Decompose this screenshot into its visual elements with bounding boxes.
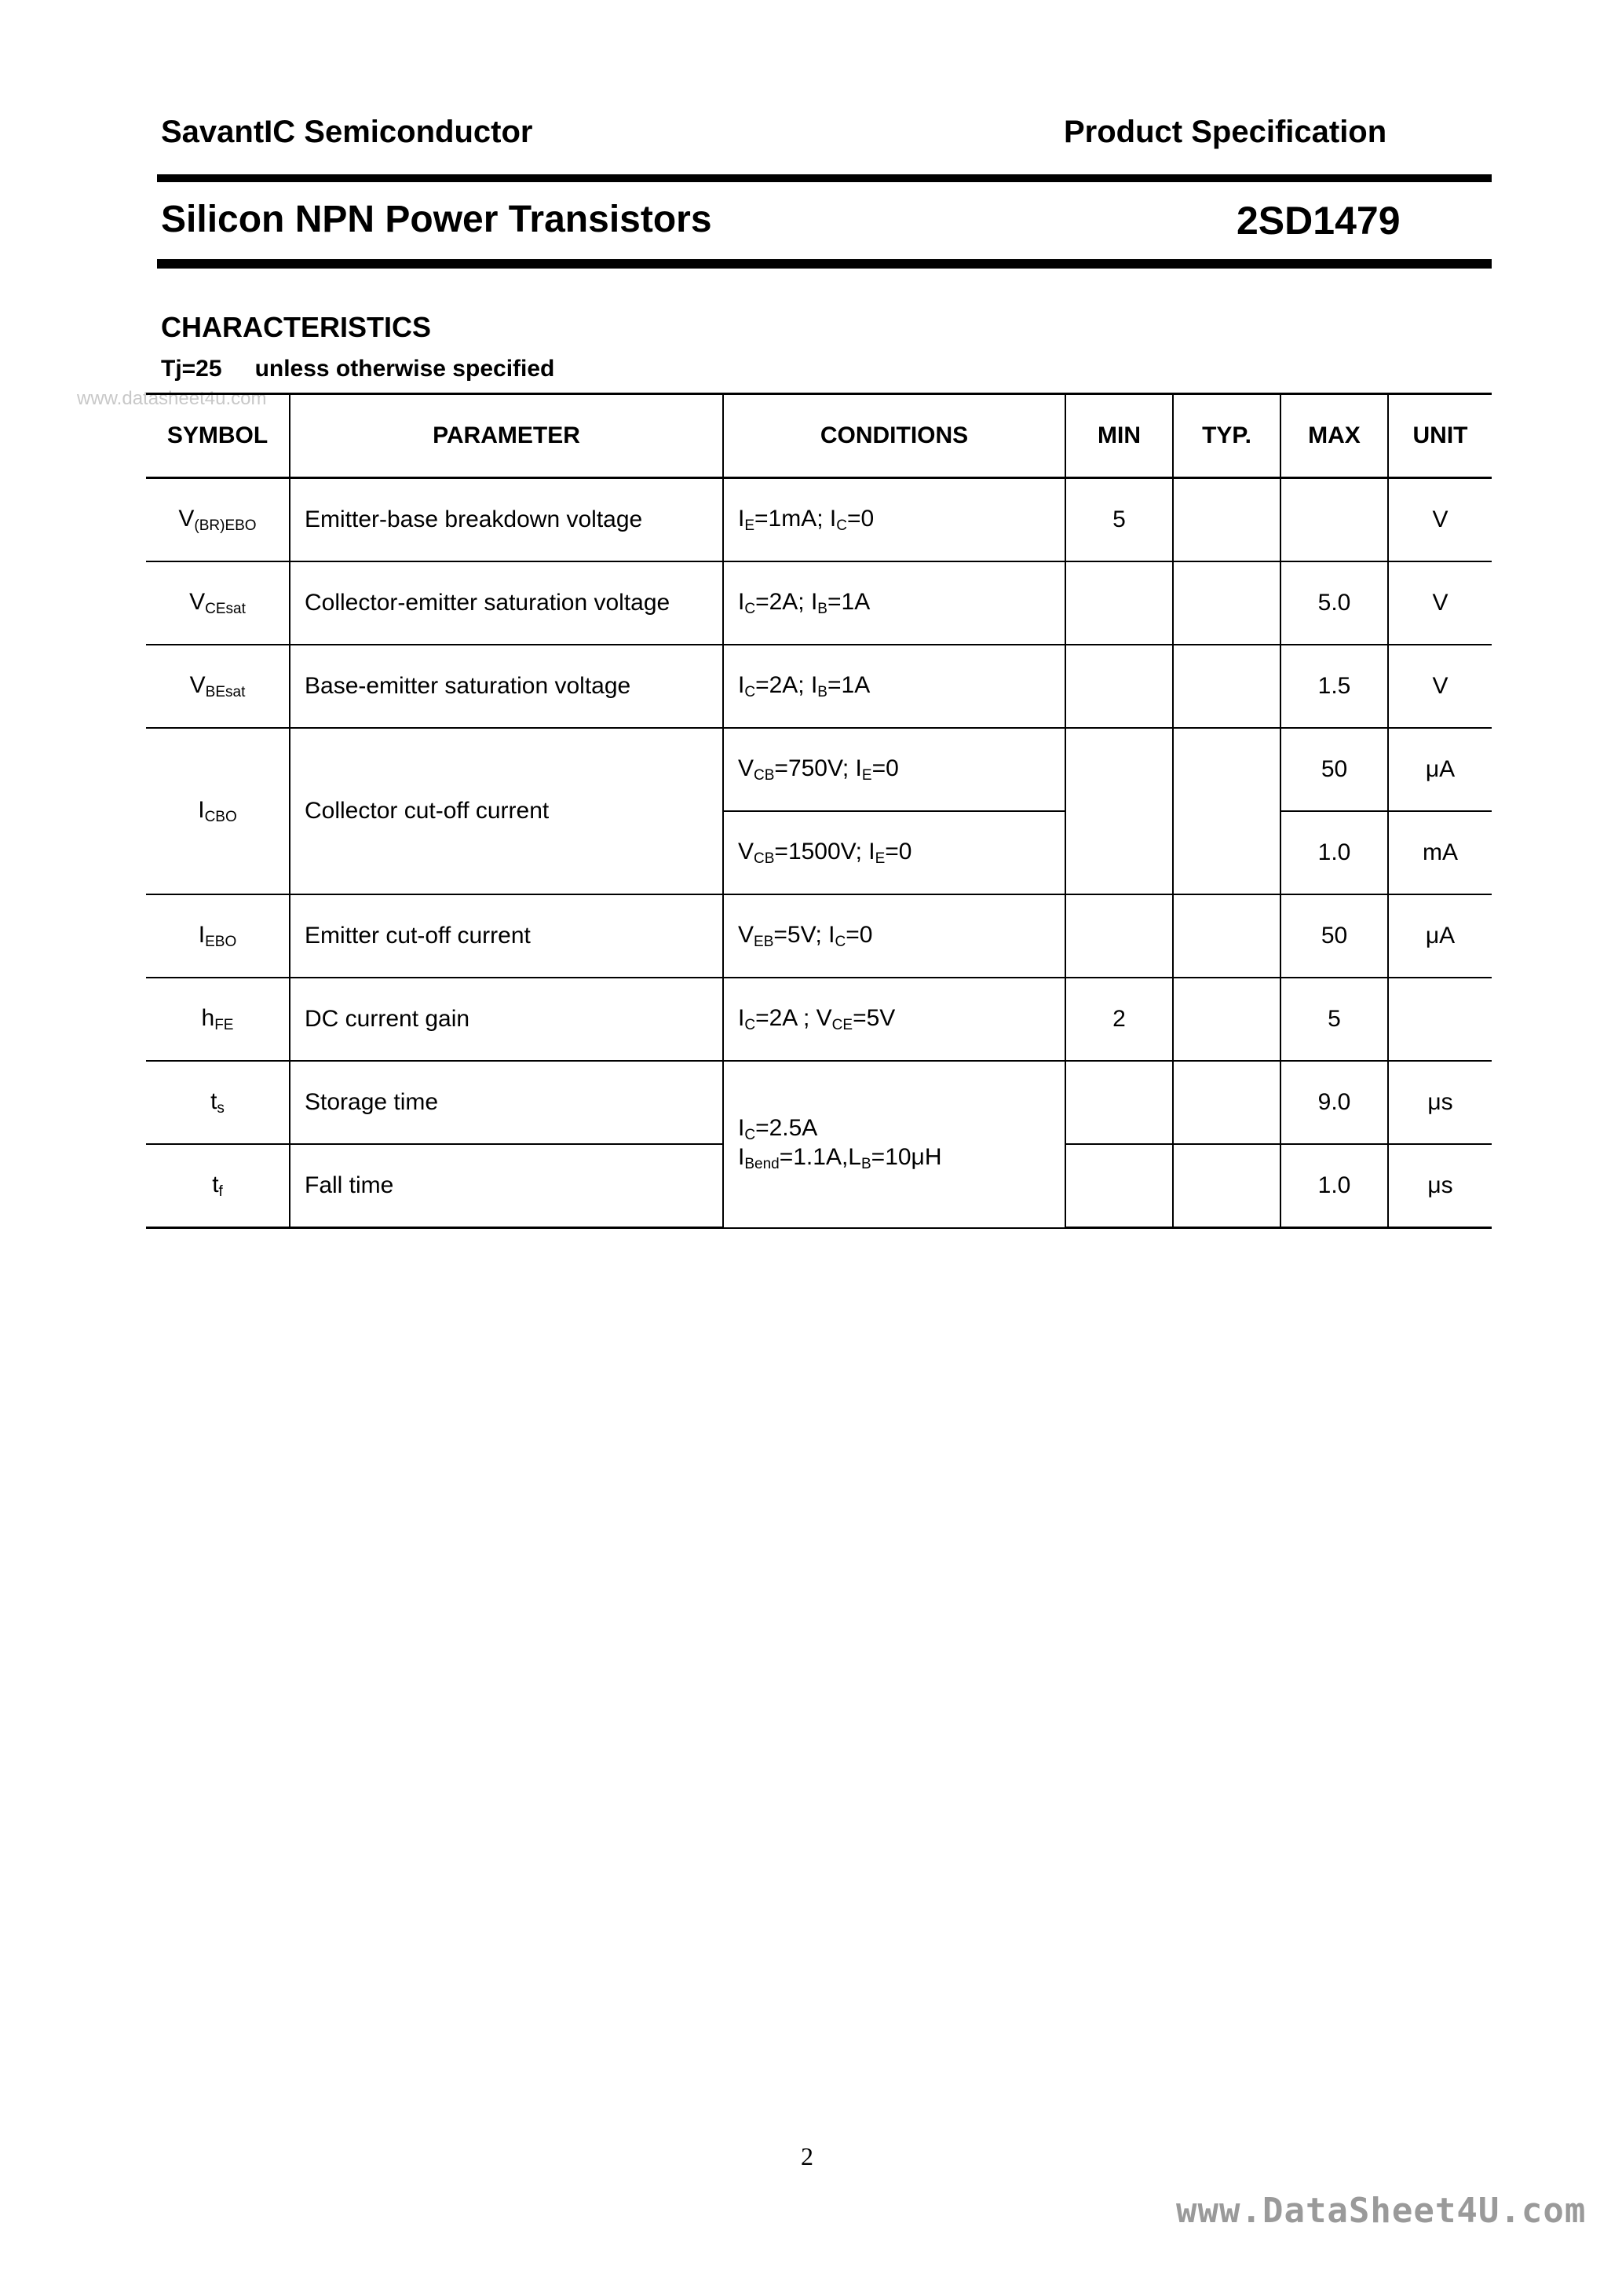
cell-unit (1388, 978, 1492, 1061)
cell-max: 1.0 (1280, 811, 1388, 894)
table-row (146, 645, 1492, 728)
cell-unit: μA (1388, 894, 1492, 978)
watermark-top: www.datasheet4u.com (77, 388, 267, 409)
cell-conditions: $V_{CB}=1500V$; $I_E=0$ (723, 811, 1065, 894)
header-max: MAX (1280, 394, 1388, 478)
header-parameter: PARAMETER (290, 394, 723, 478)
junction-temperature: Tj=25 (161, 356, 222, 382)
table-header-row (146, 394, 1492, 478)
cell-symbol: $V_{(BR)EBO}$ (146, 478, 290, 562)
cell-parameter: DC current gain (290, 978, 723, 1061)
cell-min: 5 (1065, 478, 1173, 562)
cell-typ (1173, 978, 1280, 1061)
cell-max (1280, 478, 1388, 562)
cell-conditions: $V_{CB}=750V$; $I_E=0$ (723, 728, 1065, 811)
cell-unit: μA (1388, 728, 1492, 811)
header-min: MIN (1065, 394, 1173, 478)
cell-conditions: $I_E=1mA$; $I_C=0$ (723, 478, 1065, 562)
document-type: Product Specification (1064, 115, 1387, 149)
cell-unit: V (1388, 561, 1492, 645)
cell-min (1065, 894, 1173, 978)
cell-symbol: $I_{CBO}$ (146, 728, 290, 894)
cell-parameter: Emitter-base breakdown voltage (290, 478, 723, 562)
cell-conditions: $I_C=2A$; $I_B=1A$ (723, 645, 1065, 728)
cell-min: 2 (1065, 978, 1173, 1061)
test-condition-note (161, 356, 554, 382)
cell-unit: mA (1388, 811, 1492, 894)
cell-typ (1173, 561, 1280, 645)
cell-symbol: $V_{BEsat}$ (146, 645, 290, 728)
table-row (146, 728, 1492, 811)
page-number: 2 (801, 2142, 813, 2170)
cell-parameter: Collector cut-off current (290, 728, 723, 894)
table-row (146, 1061, 1492, 1144)
cell-conditions: $I_C=2A$; $I_B=1A$ (723, 561, 1065, 645)
cell-conditions: $V_{EB}=5V$; $I_C=0$ (723, 894, 1065, 978)
cell-unit: V (1388, 645, 1492, 728)
section-title: CHARACTERISTICS (161, 311, 432, 343)
header-conditions: CONDITIONS (723, 394, 1065, 478)
cell-parameter: Collector-emitter saturation voltage (290, 561, 723, 645)
cell-max: 50 (1280, 728, 1388, 811)
cell-typ (1173, 1144, 1280, 1228)
part-number: 2SD1479 (1237, 199, 1401, 243)
cell-typ (1173, 645, 1280, 728)
characteristics-table (146, 393, 1492, 1229)
cell-typ (1173, 728, 1280, 894)
cell-max: 1.0 (1280, 1144, 1388, 1228)
switching-condition-line-1: $I_C=2.5A$ (738, 1115, 818, 1144)
cell-min (1065, 1061, 1173, 1144)
header-symbol: SYMBOL (146, 394, 290, 478)
cell-parameter: Storage time (290, 1061, 723, 1144)
cell-typ (1173, 478, 1280, 562)
table-row (146, 561, 1492, 645)
cell-parameter: Base-emitter saturation voltage (290, 645, 723, 728)
cell-unit: μs (1388, 1144, 1492, 1228)
cell-max: 1.5 (1280, 645, 1388, 728)
cell-symbol: $h_{FE}$ (146, 978, 290, 1061)
cell-parameter: Emitter cut-off current (290, 894, 723, 978)
switching-condition-line-2: $I_{Bend}=1.1A,L_B=10\mu H$ (738, 1144, 942, 1173)
cell-parameter: Fall time (290, 1144, 723, 1228)
cell-min (1065, 1144, 1173, 1228)
header-typ: TYP. (1173, 394, 1280, 478)
cell-symbol: $I_{EBO}$ (146, 894, 290, 978)
cell-conditions (723, 1061, 1065, 1228)
document-title: Silicon NPN Power Transistors (161, 199, 712, 240)
cell-symbol: $t_s$ (146, 1061, 290, 1144)
table-row (146, 978, 1492, 1061)
cell-conditions: $I_C=2A$ ; $V_{CE}=5V$ (723, 978, 1065, 1061)
header-rule-bottom (157, 259, 1492, 269)
table-row (146, 478, 1492, 562)
cell-typ (1173, 894, 1280, 978)
table-row (146, 894, 1492, 978)
cell-min (1065, 645, 1173, 728)
cell-min (1065, 561, 1173, 645)
cell-unit: μs (1388, 1061, 1492, 1144)
cell-symbol: $t_f$ (146, 1144, 290, 1228)
cell-max: 5.0 (1280, 561, 1388, 645)
cell-min (1065, 728, 1173, 894)
condition-text: unless otherwise specified (254, 356, 555, 382)
cell-unit: V (1388, 478, 1492, 562)
cell-max: 9.0 (1280, 1061, 1388, 1144)
cell-symbol: $V_{CEsat}$ (146, 561, 290, 645)
cell-typ (1173, 1061, 1280, 1144)
header-rule-top (157, 174, 1492, 182)
cell-max: 5 (1280, 978, 1388, 1061)
company-name: SavantIC Semiconductor (161, 115, 533, 149)
cell-max: 50 (1280, 894, 1388, 978)
watermark-bottom: www.DataSheet4U.com (1176, 2191, 1587, 2231)
header-unit: UNIT (1388, 394, 1492, 478)
